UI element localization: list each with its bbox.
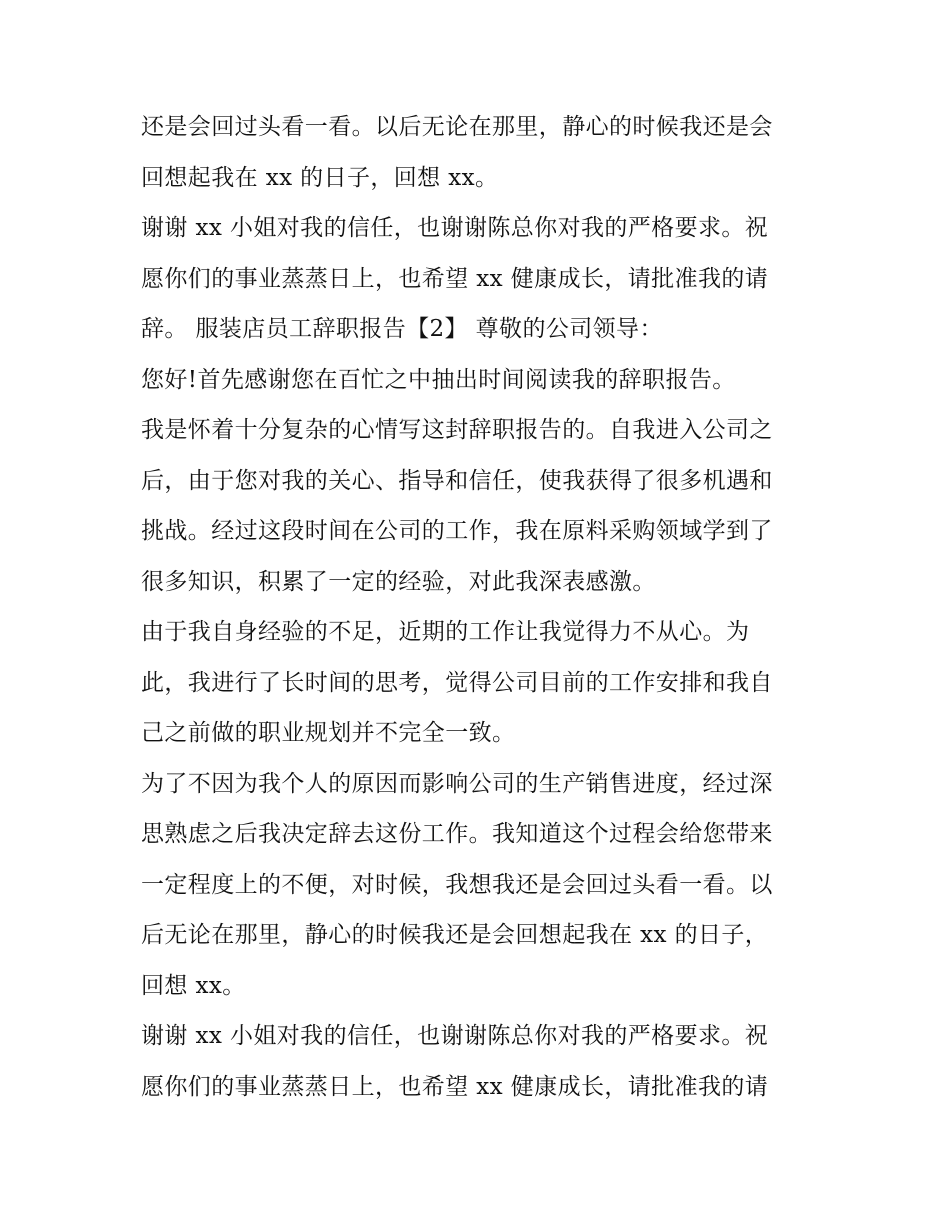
text-line: 回想起我在 xx 的日子，回想 xx。: [141, 164, 499, 191]
text-line: 您好!首先感谢您在百忙之中抽出时间阅读我的辞职报告。: [141, 366, 736, 393]
text-line: 回想 xx。: [141, 972, 246, 999]
text-line: 很多知识，积累了一定的经验，对此我深表感激。: [141, 568, 656, 595]
text-line: 此，我进行了长时间的思考，觉得公司目前的工作安排和我自: [141, 669, 773, 696]
text-line: 谢谢 xx 小姐对我的信任，也谢谢陈总你对我的严格要求。祝: [141, 215, 769, 241]
text-line: 由于我自身经验的不足，近期的工作让我觉得力不从心。为: [141, 619, 750, 645]
text-line: 后，由于您对我的关心、指导和信任，使我获得了很多机遇和: [141, 467, 773, 494]
document-body: [141, 102, 821, 1112]
text-line: 还是会回过头看一看。以后无论在那里，静心的时候我还是会: [141, 114, 773, 140]
text-line: 我是怀着十分复杂的心情写这封辞职报告的。自我进入公司之: [141, 417, 773, 443]
text-line: 己之前做的职业规划并不完全一致。: [141, 720, 516, 746]
text-line: 为了不因为我个人的原因而影响公司的生产销售进度，经过深: [141, 770, 773, 797]
text-line: 愿你们的事业蒸蒸日上，也希望 xx 健康成长，请批准我的请: [141, 1073, 769, 1100]
text-line: 辞。 服装店员工辞职报告【2】 尊敬的公司领导：: [141, 316, 663, 342]
text-line: 后无论在那里，静心的时候我还是会回想起我在 xx 的日子，: [141, 922, 769, 948]
text-line: 一定程度上的不便，对时候，我想我还是会回过头看一看。以: [141, 871, 773, 898]
text-line: 谢谢 xx 小姐对我的信任，也谢谢陈总你对我的严格要求。祝: [141, 1023, 769, 1049]
text-line: 愿你们的事业蒸蒸日上，也希望 xx 健康成长，请批准我的请: [141, 265, 769, 292]
text-line: 挑战。经过这段时间在公司的工作，我在原料采购领域学到了: [141, 518, 773, 544]
text-line: 思熟虑之后我决定辞去这份工作。我知道这个过程会给您带来: [141, 821, 773, 847]
